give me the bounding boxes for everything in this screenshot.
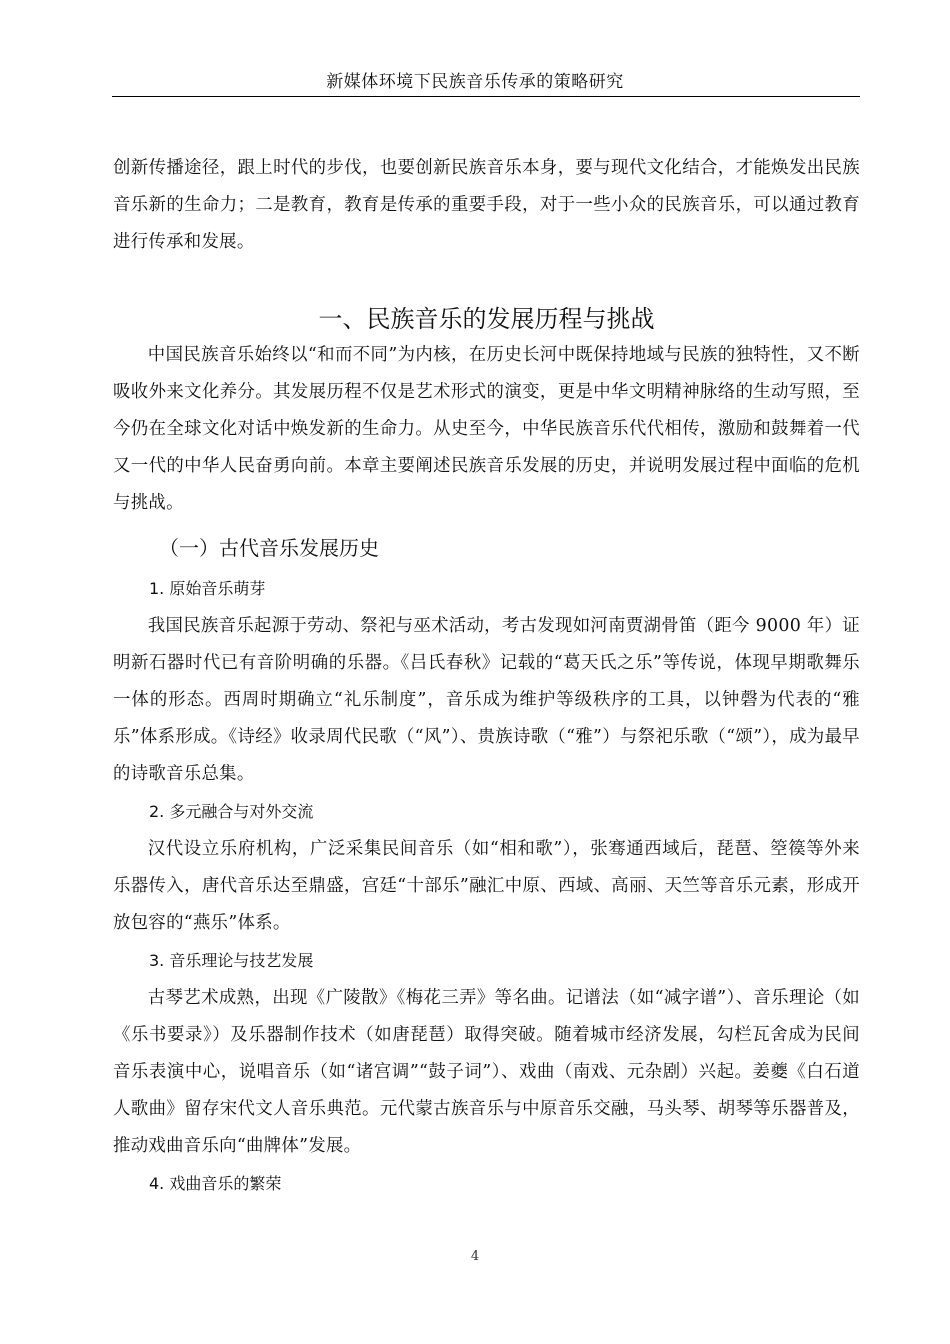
subsection-paragraph-1: 我国民族音乐起源于劳动、祭祀与巫术活动，考古发现如河南贾湖骨笛（距今 9000 年）证明新石器时代已有音阶明确的乐器。《吕氏春秋》记载的“葛天氏之乐”等传说，体现早期歌舞乐一体的形态。西周时期确立“礼乐制度”，音乐成为维护等级秩序的工具，以钟磬为代表的“雅乐”体系形成。《诗经》收录周代民歌（“风”）、贵族诗歌（“雅”）与祭祀乐歌（“颂”），成为最早的诗歌音乐总集。 bbox=[113, 616, 860, 784]
subsection-paragraph-3: 古琴艺术成熟，出现《广陵散》《梅花三弄》等名曲。记谱法（如“减字谱”）、音乐理论（如《乐书要录》）及乐器制作技术（如唐琵琶）取得突破。随着城市经济发展，勾栏瓦舍成为民间音乐表演中心，说唱音乐（如“诸宫调”“鼓子词”）、戏曲（南戏、元杂剧）兴起。姜夔《白石道人歌曲》留存宋代文人音乐典范。元代蒙古族音乐与中原音乐交融，马头琴、胡琴等乐器普及，推动戏曲音乐向“曲牌体”发展。 bbox=[113, 988, 860, 1156]
chapter-paragraph: 中国民族音乐始终以“和而不同”为内核，在历史长河中既保持地域与民族的独特性，又不断吸收外来文化养分。其发展历程不仅是艺术形式的演变，更是中华文明精神脉络的生动写照，至今仍在全球文化对话中焕发新的生命力。从史至今，中华民族音乐代代相传，激励和鼓舞着一代又一代的中华人民奋勇向前。本章主要阐述民族音乐发展的历史，并说明发展过程中面临的危机与挑战。 bbox=[113, 345, 860, 513]
intro-paragraph: 创新传播途径，跟上时代的步伐，也要创新民族音乐本身，要与现代文化结合，才能焕发出民族音乐新的生命力；二是教育，教育是传承的重要手段，对于一些小众的民族音乐，可以通过教育进行传承和发展。 bbox=[113, 158, 860, 252]
running-header-title: 新媒体环境下民族音乐传承的策略研究 bbox=[326, 72, 624, 92]
page-number: 4 bbox=[470, 1249, 480, 1264]
header-divider bbox=[112, 96, 860, 97]
chapter-heading: 一、民族音乐的发展历程与挑战 bbox=[318, 305, 655, 333]
section-heading: （一）古代音乐发展历史 bbox=[159, 536, 379, 560]
subsection-heading-4: 4. 戏曲音乐的繁荣 bbox=[149, 1174, 282, 1193]
subsection-heading-3: 3. 音乐理论与技艺发展 bbox=[149, 951, 314, 970]
subsection-paragraph-2: 汉代设立乐府机构，广泛采集民间音乐（如“相和歌”），张骞通西域后，琵琶、箜篌等外来乐器传入，唐代音乐达至鼎盛，宫廷“十部乐”融汇中原、西域、高丽、天竺等音乐元素，形成开放包容的“燕乐”体系。 bbox=[113, 839, 860, 933]
subsection-heading-1: 1. 原始音乐萌芽 bbox=[149, 579, 266, 598]
page-body bbox=[113, 150, 860, 1203]
subsection-heading-2: 2. 多元融合与对外交流 bbox=[149, 802, 314, 821]
